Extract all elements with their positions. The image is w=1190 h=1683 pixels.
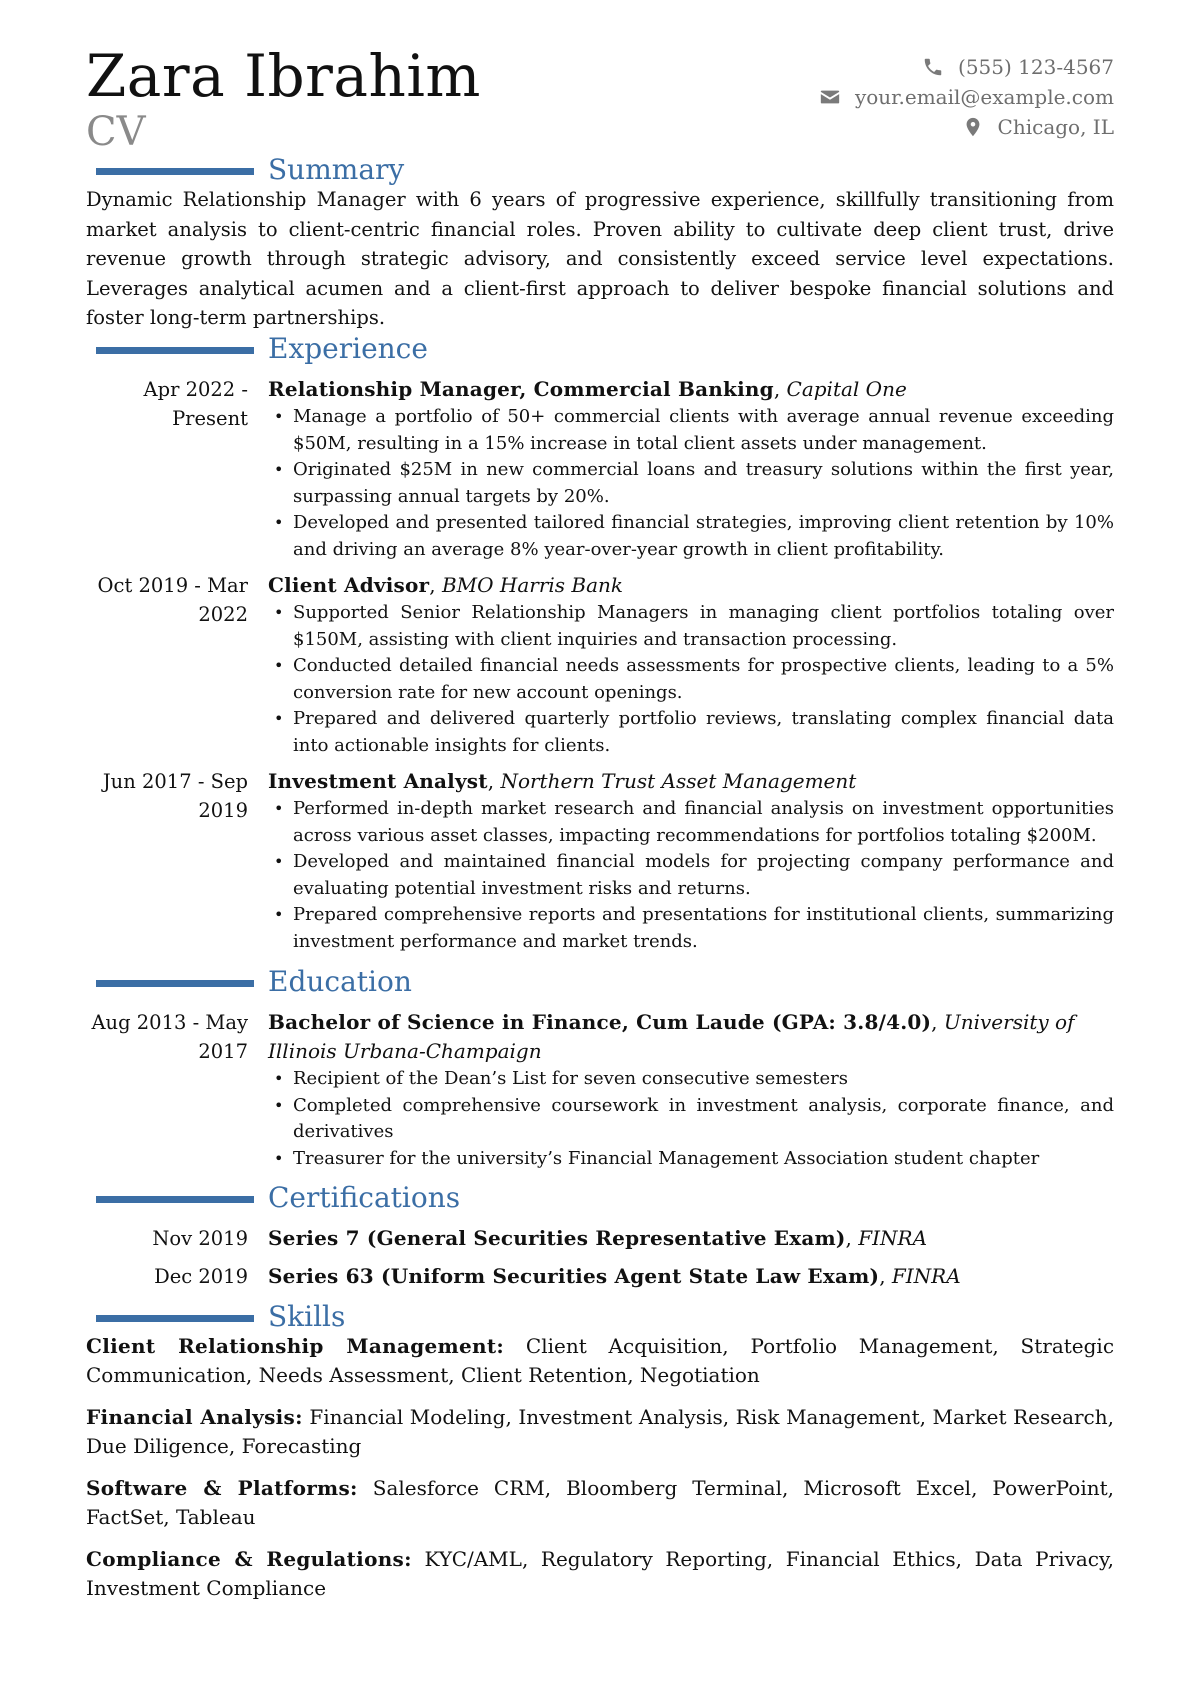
entry-body (268, 1262, 1114, 1291)
list-item: • Conducted detailed financial needs assessments for prospective clients, leading to a 5% conversion rate for new account openings. (268, 653, 1114, 706)
location-text: Chicago, IL (997, 115, 1114, 139)
section-header-certifications (96, 1181, 460, 1215)
entry-body (268, 571, 1114, 759)
phone-number[interactable]: (555) 123-4567 (958, 55, 1114, 79)
skill-label: Financial Analysis: (86, 1405, 303, 1429)
entry-body (268, 767, 1114, 955)
list-item: • Developed and maintained financial models for projecting company performance and evaluating potential investment risks and returns. (268, 849, 1114, 902)
skill-label: Software & Platforms: (86, 1476, 358, 1500)
issuer: FINRA (891, 1264, 961, 1288)
section-header-experience (96, 332, 428, 366)
degree: Bachelor of Science in Finance, Cum Laude (GPA: 3.8/4.0) (268, 1010, 932, 1034)
entry-body (268, 1008, 1114, 1172)
entry-body (268, 375, 1114, 563)
section-title: Skills (268, 1300, 346, 1333)
section-accent-bar (96, 168, 254, 175)
entry-heading-cont (268, 1037, 1114, 1066)
entry-date: Nov 2019 (152, 1227, 248, 1250)
certification-name: Series 63 (Uniform Securities Agent State Law Exam) (268, 1264, 880, 1288)
section-header-summary (96, 153, 404, 187)
contact-block (819, 52, 1114, 142)
entry-date: Jun 2017 - Sep 2019 (102, 770, 248, 822)
list-item: • Recipient of the Dean’s List for seven consecutive semesters (268, 1066, 1114, 1093)
entry-heading: Client Advisor, BMO Harris Bank (268, 573, 624, 597)
skill-label: Client Relationship Management: (86, 1334, 505, 1358)
entry-heading: Bachelor of Science in Finance, Cum Laude (GPA: 3.8/4.0), University of (268, 1010, 1075, 1034)
document-subtitle: CV (86, 109, 146, 155)
skill-group (86, 1545, 1114, 1603)
entry-date: Dec 2019 (154, 1265, 248, 1288)
employer: BMO Harris Bank (441, 573, 624, 597)
entry-date: Aug 2013 - May 2017 (91, 1011, 248, 1063)
candidate-name: Zara Ibrahim (86, 42, 481, 110)
summary-text: Dynamic Relationship Manager with 6 years of progressive experience, skillfully transitioning from market analysis to client-centric financial roles. Proven ability to cultivate deep client trust, drive revenue growth through strategic advisory, and consistently exceed service level expectations. Leverages analytical acumen and a client-first approach to deliver bespoke financial solutions and foster long-term partnerships. (86, 188, 1114, 329)
list-item: • Prepared comprehensive reports and presentations for institutional clients, summarizing investment performance and market trends. (268, 902, 1114, 955)
job-title: Investment Analyst (268, 769, 488, 793)
skill-list: Financial Modeling, Investment Analysis, Risk Management, Market Research, Due Diligence, Forecasting (86, 1405, 1114, 1458)
list-item: • Developed and presented tailored financial strategies, improving client retention by 10% and driving an average 8% year-over-year growth in client profitability. (268, 510, 1114, 563)
entry-heading: Series 63 (Uniform Securities Agent State Law Exam), FINRA (268, 1264, 961, 1288)
skill-list: Client Acquisition, Portfolio Management, Strategic Communication, Needs Assessment, Client Retention, Negotiation (86, 1334, 1115, 1387)
entry-heading: Series 7 (General Securities Representative Exam), FINRA (268, 1226, 928, 1250)
skill-label: Compliance & Regulations: (86, 1547, 412, 1571)
bullet-list (268, 600, 1114, 759)
section-title: Education (268, 965, 412, 998)
skill-group (86, 1403, 1114, 1461)
institution-line2: Illinois Urbana-Champaign (268, 1039, 542, 1063)
list-item: • Prepared and delivered quarterly portfolio reviews, translating complex financial data into actionable insights for clients. (268, 706, 1114, 759)
skill-list: KYC/AML, Regulatory Reporting, Financial Ethics, Data Privacy, Investment Compliance (86, 1547, 1115, 1600)
entry-heading: Relationship Manager, Commercial Banking, Capital One (268, 377, 907, 401)
section-title: Summary (268, 153, 405, 186)
employer: Capital One (786, 377, 907, 401)
entry-date: Oct 2019 - Mar 2022 (97, 574, 248, 626)
map-pin-icon (962, 116, 984, 138)
section-accent-bar (96, 980, 254, 987)
employer: Northern Trust Asset Management (500, 769, 857, 793)
entry-heading: Investment Analyst, Northern Trust Asset Management (268, 769, 857, 793)
section-header-education (96, 965, 412, 999)
section-header-skills (96, 1300, 345, 1334)
contact-phone (819, 52, 1114, 82)
bullet-list (268, 796, 1114, 955)
contact-location (819, 112, 1114, 142)
email-address[interactable]: your.email@example.com (854, 85, 1114, 109)
list-item: • Manage a portfolio of 50+ commercial clients with average annual revenue exceeding $50M, resulting in a 15% increase in total client assets under management. (268, 404, 1114, 457)
bullet-list (268, 1066, 1114, 1172)
envelope-icon (819, 86, 841, 108)
job-title: Client Advisor (268, 573, 430, 597)
institution-line1: University of (943, 1010, 1075, 1034)
skill-group (86, 1474, 1114, 1532)
issuer: FINRA (858, 1226, 928, 1250)
entry-body (268, 1224, 1114, 1253)
section-title: Experience (268, 332, 428, 365)
contact-email (819, 82, 1114, 112)
list-item: • Originated $25M in new commercial loans and treasury solutions within the first year, surpassing annual targets by 20%. (268, 457, 1114, 510)
skill-list: Salesforce CRM, Bloomberg Terminal, Microsoft Excel, PowerPoint, FactSet, Tableau (86, 1476, 1114, 1529)
section-accent-bar (96, 347, 254, 354)
phone-icon (922, 56, 944, 78)
section-accent-bar (96, 1315, 254, 1322)
list-item: • Treasurer for the university’s Financial Management Association student chapter (268, 1146, 1114, 1173)
entry-date: Apr 2022 - Present (143, 378, 248, 430)
list-item: • Completed comprehensive coursework in investment analysis, corporate finance, and derivatives (268, 1093, 1114, 1146)
section-accent-bar (96, 1196, 254, 1203)
section-title: Certifications (268, 1181, 461, 1214)
skill-group (86, 1332, 1114, 1390)
bullet-list (268, 404, 1114, 563)
list-item: • Supported Senior Relationship Managers in managing client portfolios totaling over $150M, assisting with client inquiries and transaction processing. (268, 600, 1114, 653)
list-item: • Performed in-depth market research and financial analysis on investment opportunities across various asset classes, impacting recommendations for portfolios totaling $200M. (268, 796, 1114, 849)
certification-name: Series 7 (General Securities Representative Exam) (268, 1226, 846, 1250)
job-title: Relationship Manager, Commercial Banking (268, 377, 774, 401)
